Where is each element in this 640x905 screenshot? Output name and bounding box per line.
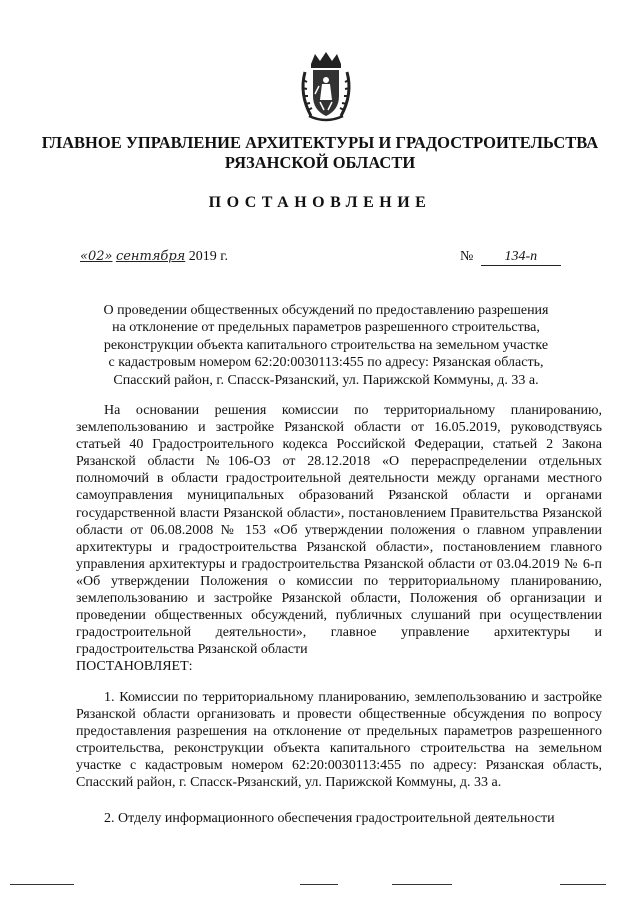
date-year: 2019 г.	[188, 249, 228, 264]
number-label: №	[460, 249, 474, 264]
subject-line: Спасский район, г. Спасск-Рязанский, ул. Парижской Коммуны, д. 33 а.	[113, 372, 539, 388]
preamble-paragraph	[76, 402, 602, 676]
coat-of-arms-emblem	[297, 50, 355, 124]
organization-name: ГЛАВНОЕ УПРАВЛЕНИЕ АРХИТЕКТУРЫ И ГРАДОСТРОИТЕЛЬСТВА	[41, 133, 599, 152]
document-subject	[60, 302, 592, 389]
clause-1: 1. Комиссии по территориальному планированию, землепользованию и застройке Рязанской области организовать и провести общественные обсуждения по вопросу предоставления разрешения на отклонение от предельных параметров разрешенного строительства, реконструкции объекта капитального строительства на земельном участке с кадастровым номером 62:20:0030113:455 по адресу: Рязанская область, Спасский район, г. Спасск-Рязанский, ул. Парижской Коммуны, д. 33 а.	[76, 690, 602, 791]
subject-line: реконструкции объекта капитального строительства на земельном участке	[103, 337, 549, 353]
number-value: 134-п	[481, 249, 561, 266]
resolution-keyword: ПОСТАНОВЛЯЕТ:	[76, 659, 193, 675]
document-type-title: ПОСТАНОВЛЕНИЕ	[208, 194, 432, 211]
subject-line: с кадастровым номером 62:20:0030113:455 по адресу: Рязанская область,	[108, 355, 544, 371]
subject-line: О проведении общественных обсуждений по предоставлению разрешения	[103, 303, 549, 318]
preamble-text: На основании решения комиссии по территориальному планированию, землепользованию и застройке Рязанской области от 16.05.2019, руководствуясь статьей 40 Градостроительного кодекса Российской Федерации, статьей 2 Закона Рязанской области №106-ОЗ от 28.12.2018 «О перераспределении отдельных полномочий в области градостроительной деятельности между органами местного самоуправления муниципальных образований Рязанской области и органами государственной власти Рязанской области», постановлением Правительства Рязанской области от 06.08.2008 № 153 «Об утверждении положения о главном управлении архитектуры и градостроительства Рязанской области», постановлением главного управления архитектуры и градостроительства Рязанской области от 03.04.2019 № 6-п «Об утверждении Положения о комиссии по территориальному планированию, землепользованию и застройке Рязанской области, Положения об организации и проведении общественных обсуждений, публичных слушаний при осуществлении градостроительной деятельности», главное управление архитектуры и градостроительства Рязанской области	[76, 403, 602, 658]
date-month: сентября	[115, 249, 186, 264]
document-date	[80, 249, 228, 265]
subject-line: на отклонение от предельных параметров разрешенного строительства,	[112, 320, 540, 336]
footer-line	[560, 884, 606, 885]
footer-line	[392, 884, 452, 885]
organization-region: РЯЗАНСКОЙ ОБЛАСТИ	[224, 153, 416, 172]
clause-2: 2. Отделу информационного обеспечения градостроительной деятельности	[104, 811, 555, 826]
footer-line	[10, 884, 74, 885]
document-number	[460, 249, 561, 266]
date-day: «02»	[80, 249, 113, 264]
footer-line	[300, 884, 338, 885]
